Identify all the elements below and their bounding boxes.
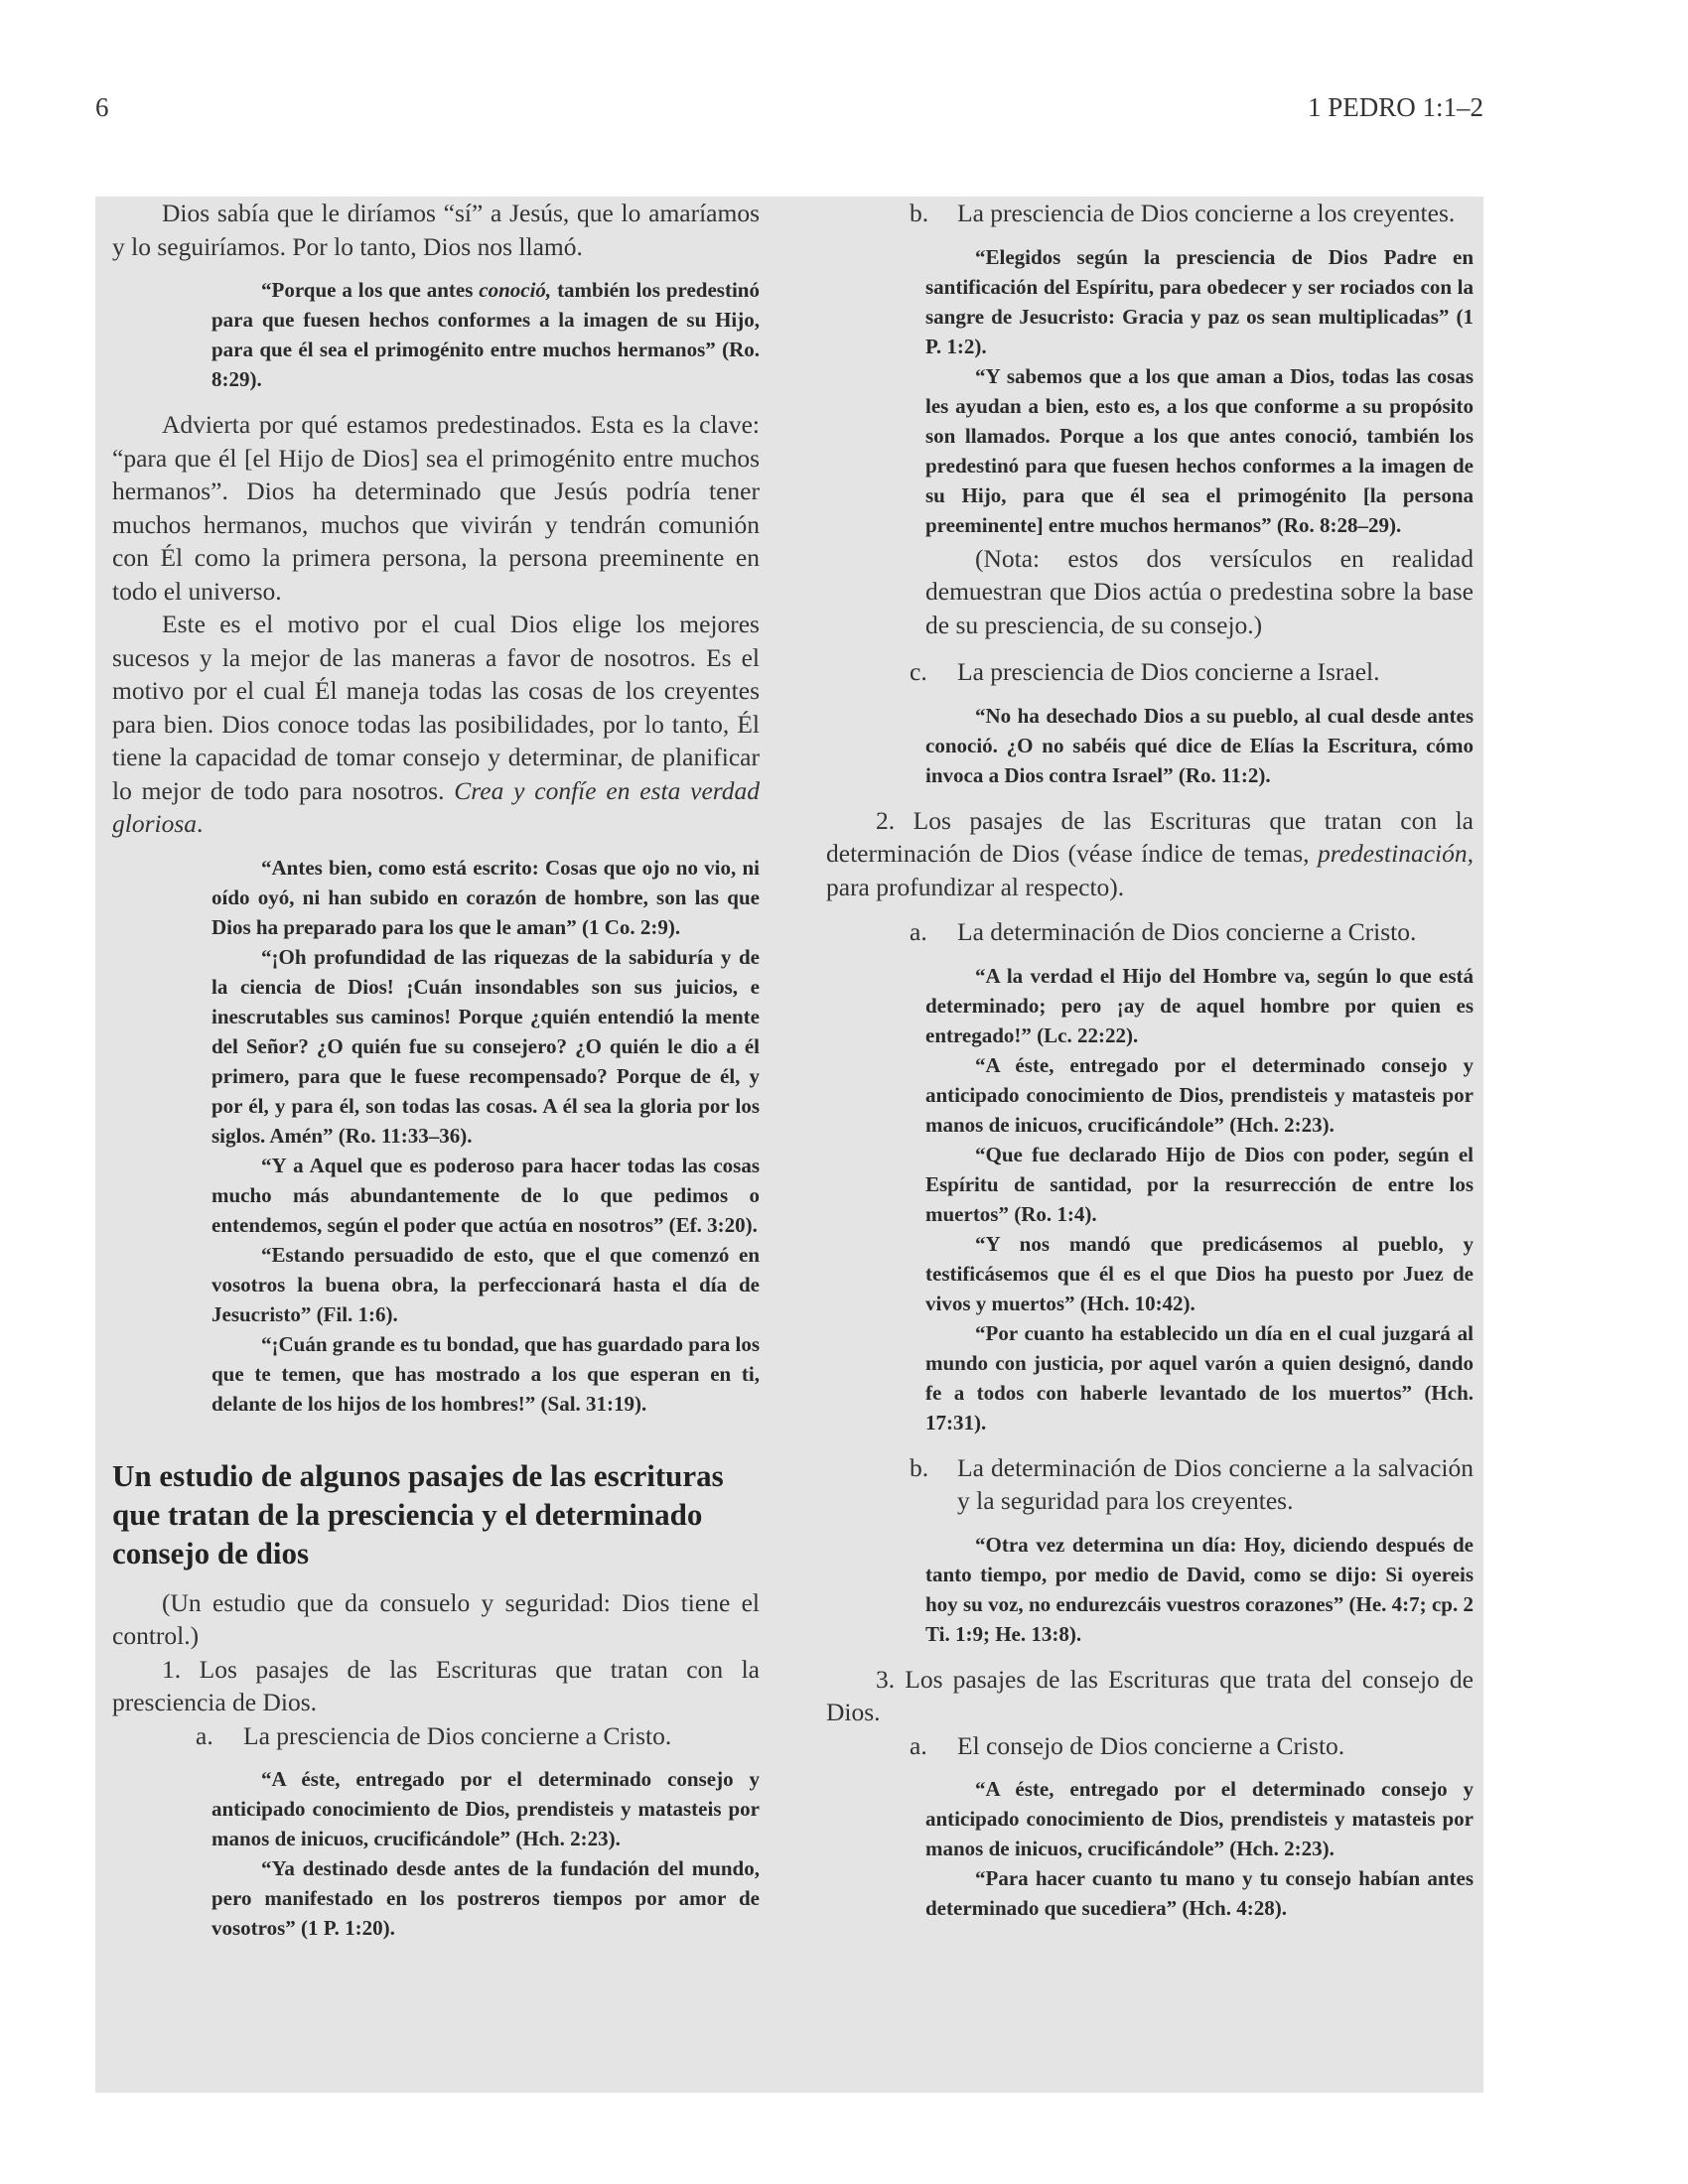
item-text: para profundizar al respecto).	[826, 872, 1125, 901]
quote-ro-11-33: “¡Oh profundidad de las riquezas de la sabiduría y de la ciencia de Dios! ¡Cuán insondables son sus juicios, e inescrutables sus caminos! Porque ¿quién entendió la mente del Señor? ¿O quién fue su consejero? ¿O quién le dio a él primero, para que le fuese recompensado? Porque de él, y por él, y para él, son todas las cosas. A él sea la gloria por los siglos. Amén” (Ro. 11:33–36).	[211, 944, 760, 1148]
numbered-item	[826, 804, 1474, 904]
quote-block	[112, 853, 760, 1419]
left-column	[112, 197, 760, 1957]
note: (Nota: estos dos versículos en realidad demuestran que Dios actúa o predestina sobre la base de su presciencia, de su consejo.)	[925, 543, 1474, 639]
sub-item-letter: a.	[196, 1720, 213, 1750]
paragraph-emphasis: Crea y confíe en esta verdad gloriosa	[112, 775, 760, 838]
sub-item	[826, 655, 1474, 689]
sub-item	[826, 1451, 1474, 1518]
quote-block	[826, 961, 1474, 1437]
quote-emphasis: conoció,	[479, 278, 552, 302]
item-emphasis: predestinación,	[1318, 839, 1474, 868]
quote-block	[826, 1530, 1474, 1649]
paragraph: Dios sabía que le diríamos “sí” a Jesús, que lo amaríamos y lo seguiríamos. Por lo tanto, Dios nos llamó.	[112, 199, 760, 261]
quote-1p-1-20: “Ya destinado desde antes de la fundación del mundo, pero manifestado en los postreros tiempos por amor de vosotros” (1 P. 1:20).	[211, 1856, 760, 1940]
quote-sal-31-19: “¡Cuán grande es tu bondad, que has guardado para los que te temen, que has mostrado a los que esperan en ti, delante de los hijos de los hombres!” (Sal. 31:19).	[211, 1331, 760, 1416]
quote-ro-1-4: “Que fue declarado Hijo de Dios con poder, según el Espíritu de santidad, por la resurrección de entre los muertos” (Ro. 1:4).	[925, 1142, 1474, 1226]
sub-item-letter: c.	[910, 657, 927, 686]
quote-hch-17-31: “Por cuanto ha establecido un día en el cual juzgará al mundo con justicia, por aquel varón a quien designó, dando fe a todos con haberle levantado de los muertos” (Hch. 17:31).	[925, 1320, 1474, 1434]
sub-item-letter: a.	[910, 1730, 927, 1760]
quote-ro-8-29	[211, 275, 760, 394]
sub-item-text: La determinación de Dios concierne a Cristo.	[957, 917, 1417, 946]
paragraph-text: .	[197, 809, 204, 838]
numbered-item: 1. Los pasajes de las Escrituras que tratan con la presciencia de Dios.	[112, 1654, 760, 1716]
numbered-item: 3. Los pasajes de las Escrituras que trata del consejo de Dios.	[826, 1664, 1474, 1726]
sub-item	[826, 915, 1474, 949]
quote-text: “Porque a los que antes	[261, 278, 480, 302]
sub-item	[826, 1729, 1474, 1763]
paragraph: (Un estudio que da consuelo y seguridad: Dios tiene el control.)	[112, 1587, 760, 1650]
paragraph	[112, 608, 760, 841]
quote-block	[826, 242, 1474, 642]
sub-item-text: La presciencia de Dios concierne a los creyentes.	[957, 199, 1456, 227]
quote-1co-2-9: “Antes bien, como está escrito: Cosas que ojo no vio, ni oído oyó, ni han subido en corazón de hombre, son las que Dios ha preparado para los que le aman” (1 Co. 2:9).	[211, 855, 760, 939]
paragraph-text: Este es el motivo por el cual Dios elige los mejores sucesos y la mejor de las maneras a favor de nosotros. Es el motivo por el cual Él maneja todas las cosas de los creyentes para bien. Dios conoce todas las posibilidades, por lo tanto, Él tiene la capacidad de tomar consejo y determinar, de planificar lo mejor de todo para nosotros.	[112, 610, 760, 805]
quote-hch-10-42: “Y nos mandó que predicásemos al pueblo, y testificásemos que él es el que Dios ha puesto por Juez de vivos y muertos” (Hch. 10:42).	[925, 1231, 1474, 1315]
quote-ef-3-20: “Y a Aquel que es poderoso para hacer todas las cosas mucho más abundantemente de lo que pedimos o entendemos, según el poder que actúa en nosotros” (Ef. 3:20).	[211, 1153, 760, 1237]
sub-item	[112, 1719, 760, 1753]
quote-lc-22-22: “A la verdad el Hijo del Hombre va, según lo que está determinado; pero ¡ay de aquel hombre por quien es entregado!” (Lc. 22:22).	[925, 963, 1474, 1047]
quote-1p-1-2: “Elegidos según la presciencia de Dios Padre en santificación del Espíritu, para obedecer y ser rociados con la sangre de Jesucristo: Gracia y paz os sean multiplicadas” (1 P. 1:2).	[925, 244, 1474, 358]
quote-ro-8-28: “Y sabemos que a los que aman a Dios, todas las cosas les ayudan a bien, esto es, a los que conforme a su propósito son llamados. Porque a los que antes conoció, también los predestinó para que fuesen hechos conformes a la imagen de su Hijo, para que él sea el primogénito [la persona preeminente] entre muchos hermanos” (Ro. 8:28–29).	[925, 363, 1474, 537]
quote-text: también los predestinó para que fuesen hechos conformes a la imagen de su Hijo, para que él sea el primogénito entre muchos hermanos” (Ro. 8:29).	[211, 278, 760, 391]
paragraph: Advierta por qué estamos predestinados. Esta es la clave: “para que él [el Hijo de Dios] sea el primogénito entre muchos hermanos”. Dios ha determinado que Jesús podría tener muchos hermanos, muchos que vivirán y tendrán comunión con Él como la primera persona, la persona preeminente en todo el universo.	[112, 410, 760, 606]
section-heading: Un estudio de algunos pasajes de las escrituras que tratan de la presciencia y el determinado consejo de dios	[112, 1457, 724, 1570]
sub-item-text: El consejo de Dios concierne a Cristo.	[957, 1730, 1345, 1760]
quote-hch-4-28: “Para hacer cuanto tu mano y tu consejo habían antes determinado que sucediera” (Hch. 4:28).	[925, 1866, 1474, 1920]
sub-item	[826, 197, 1474, 230]
quote-block	[112, 1764, 760, 1943]
sub-item-text: La determinación de Dios concierne a la salvación y la seguridad para los creyentes.	[957, 1452, 1474, 1515]
quote-block	[112, 275, 760, 394]
page-number: 6	[95, 92, 109, 122]
sub-item-text: La presciencia de Dios concierne a Cristo.	[243, 1720, 672, 1750]
quote-hch-2-23: “A éste, entregado por el determinado consejo y anticipado conocimiento de Dios, prendisteis y matasteis por manos de inicuos, crucificándole” (Hch. 2:23).	[925, 1777, 1474, 1860]
sub-item-letter: b.	[910, 1452, 929, 1482]
quote-block	[826, 701, 1474, 790]
quote-hch-2-23: “A éste, entregado por el determinado consejo y anticipado conocimiento de Dios, prendisteis y matasteis por manos de inicuos, crucificándole” (Hch. 2:23).	[925, 1052, 1474, 1137]
running-title: 1 PEDRO 1:1–2	[1307, 92, 1483, 122]
sub-item-text: La presciencia de Dios concierne a Israel.	[957, 657, 1380, 686]
quote-hch-2-23: “A éste, entregado por el determinado consejo y anticipado conocimiento de Dios, prendisteis y matasteis por manos de inicuos, crucificándole” (Hch. 2:23).	[211, 1767, 760, 1850]
quote-fil-1-6: “Estando persuadido de esto, que el que comenzó en vosotros la buena obra, la perfeccionará hasta el día de Jesucristo” (Fil. 1:6).	[211, 1242, 760, 1326]
item-text: 2. Los pasajes de las Escrituras que tratan con la determinación de Dios (véase índice de temas,	[826, 805, 1474, 868]
right-column	[826, 197, 1474, 1937]
sub-item-letter: a.	[910, 917, 927, 946]
quote-ro-11-2: “No ha desechado Dios a su pueblo, al cual desde antes conoció. ¿O no sabéis qué dice de Elías la Escritura, cómo invoca a Dios contra Israel” (Ro. 11:2).	[925, 703, 1474, 787]
quote-he-4-7: “Otra vez determina un día: Hoy, diciendo después de tanto tiempo, por medio de David, como se dijo: Si oyereis hoy su voz, no endurezcáis vuestros corazones” (He. 4:7; cp. 2 Ti. 1:9; He. 13:8).	[925, 1532, 1474, 1646]
sub-item-letter: b.	[910, 199, 929, 227]
quote-block	[826, 1774, 1474, 1923]
